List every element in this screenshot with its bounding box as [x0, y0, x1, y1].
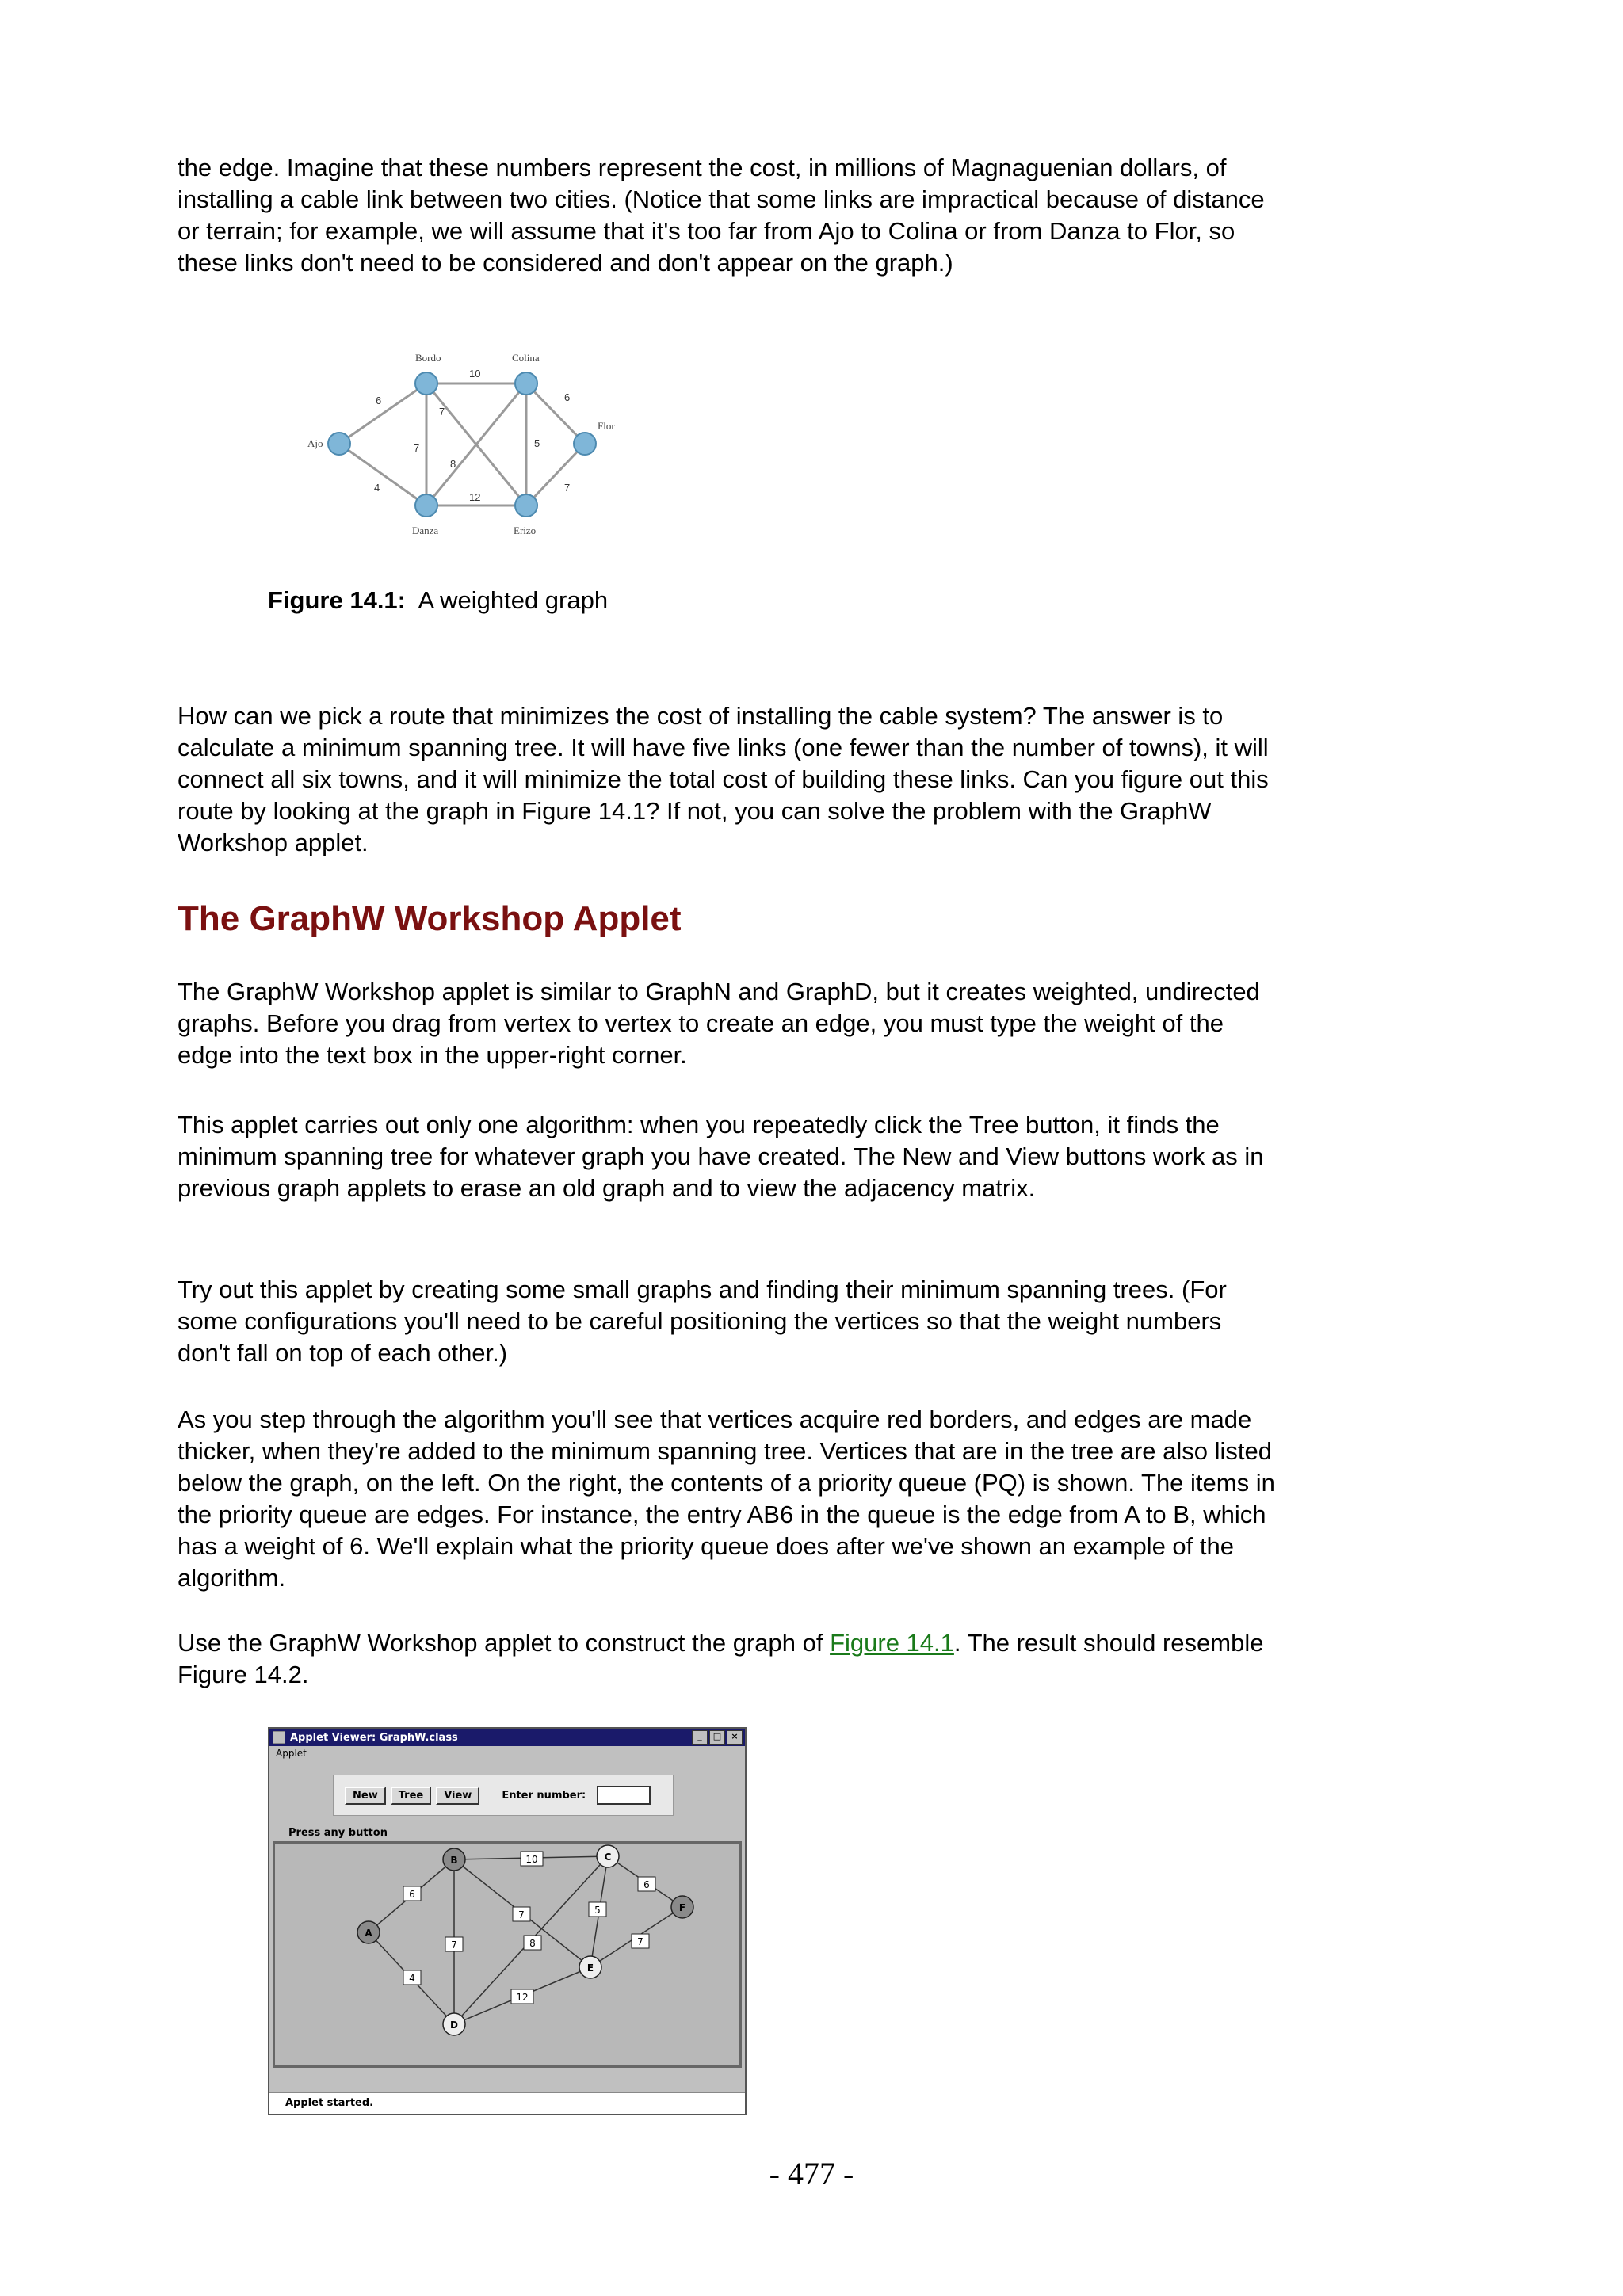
label-colina: Colina — [512, 352, 540, 364]
weight-de: 12 — [469, 491, 481, 503]
figure-14-1-caption — [268, 585, 608, 616]
paragraph-7-start: Use the GraphW Workshop applet to construct the graph of — [178, 1629, 831, 1657]
label-bordo: Bordo — [415, 352, 441, 364]
label-flor: Flor — [598, 420, 615, 432]
vertex-a-label: A — [365, 1928, 372, 1939]
weight-bd: 7 — [414, 442, 420, 454]
weight-bc: 10 — [469, 368, 481, 379]
weight-bc-label: 10 — [525, 1854, 538, 1865]
paragraph-1: the edge. Imagine that these numbers represent the cost, in millions of Magnaguenian dollars, of installing a cable link between two cities. (Notice that some links are impractical because of distance or terrain; for example, we will assume that it's too far from Ajo to Colina or from Danza to Flor, so these links don't need to be considered and don't appear on the graph.) — [178, 154, 1265, 277]
paragraph-7-end: . The result should resemble Figure 14.2. — [178, 1629, 1264, 1688]
number-input[interactable] — [597, 1786, 651, 1805]
applet-titlebar — [269, 1729, 745, 1746]
view-button[interactable]: View — [436, 1787, 479, 1805]
graph-canvas[interactable] — [273, 1841, 742, 2068]
vertex-d-label: D — [450, 2019, 458, 2031]
weight-de-label: 12 — [516, 1992, 529, 2003]
caption-text: A weighted graph — [418, 586, 609, 614]
caption-label: Figure 14.1: — [268, 586, 406, 614]
new-button[interactable]: New — [345, 1787, 386, 1805]
figure-14-1-weighted-graph — [266, 350, 702, 540]
section-heading: The GraphW Workshop Applet — [178, 899, 682, 938]
weight-ce-label: 5 — [594, 1905, 601, 1916]
weight-ab: 6 — [376, 395, 382, 406]
minimize-icon[interactable]: _ — [692, 1730, 708, 1745]
applet-window — [268, 1727, 747, 2115]
weight-cd-label: 8 — [529, 1938, 536, 1949]
weight-ef-label: 7 — [637, 1936, 643, 1947]
weight-cf-label: 6 — [643, 1879, 650, 1890]
vertex-b-label: B — [450, 1855, 458, 1866]
weight-ad: 4 — [374, 482, 380, 494]
vertex-c-label: C — [604, 1852, 612, 1863]
maximize-icon[interactable]: □ — [709, 1730, 725, 1745]
vertex-f-label: F — [678, 1902, 686, 1913]
weight-ad-label: 4 — [409, 1973, 415, 1984]
applet-controls — [333, 1775, 674, 1816]
paragraph-2: How can we pick a route that minimizes the cost of installing the cable system? The answer is to calculate a minimum spanning tree. It will have five links (one fewer than the number of towns), it will connect all six towns, and it will minimize the total cost of building these links. Can you figure out this route by looking at the graph in Figure 14.1? If not, you can solve the problem with the GraphW Workshop applet. — [178, 702, 1269, 856]
weight-ce: 5 — [534, 437, 540, 449]
weight-cd: 8 — [450, 458, 456, 470]
vertex-bordo — [415, 372, 437, 395]
tree-button[interactable]: Tree — [391, 1787, 431, 1805]
close-icon[interactable]: × — [727, 1730, 743, 1745]
vertex-flor — [574, 433, 596, 455]
weight-be-label: 7 — [518, 1909, 525, 1920]
applet-title: Applet Viewer: GraphW.class — [290, 1731, 458, 1744]
system-menu-icon[interactable] — [273, 1731, 285, 1744]
vertex-erizo — [515, 494, 537, 517]
label-erizo: Erizo — [514, 524, 537, 536]
vertex-e-label: E — [586, 1962, 594, 1974]
paragraph-6: As you step through the algorithm you'll see that vertices acquire red borders, and edges are made thicker, when they're added to the minimum spanning tree. Vertices that are in the tree are also listed below the graph, on the left. On the right, the contents of a priority queue (PQ) is shown. The items in the priority queue are edges. For instance, the entry AB6 in the queue is the edge from A to B, which has a weight of 6. We'll explain what the priority queue does after we've shown an example of the algorithm. — [178, 1405, 1275, 1592]
vertex-danza — [415, 494, 437, 517]
label-danza: Danza — [412, 524, 439, 536]
applet-graph — [275, 1844, 739, 2065]
weight-ef: 7 — [564, 482, 571, 494]
vertex-ajo — [328, 433, 350, 455]
weight-cf: 6 — [564, 391, 571, 403]
label-ajo: Ajo — [307, 437, 323, 449]
applet-message: Press any button — [288, 1827, 388, 1839]
paragraph-5: Try out this applet by creating some small graphs and finding their minimum spanning trees. (For some configurations you'll need to be careful positioning the vertices so that the weight numbers don't fall on top of each other.) — [178, 1276, 1227, 1367]
weight-ab-label: 6 — [409, 1889, 415, 1900]
vertex-colina — [515, 372, 537, 395]
window-controls — [692, 1730, 743, 1745]
enter-number-label: Enter number: — [502, 1789, 586, 1802]
weight-be: 7 — [439, 406, 445, 418]
page-number: - 477 - — [769, 2156, 854, 2191]
applet-menu[interactable]: Applet — [276, 1748, 307, 1759]
paragraph-3: The GraphW Workshop applet is similar to GraphN and GraphD, but it creates weighted, undirected graphs. Before you drag from vertex to vertex to create an edge, you must type the weight of the edge into the text box in the upper-right corner. — [178, 978, 1260, 1069]
paragraph-4: This applet carries out only one algorithm: when you repeatedly click the Tree button, it finds the minimum spanning tree for whatever graph you have created. The New and View buttons work as in previous graph applets to erase an old graph and to view the adjacency matrix. — [178, 1111, 1264, 1202]
applet-statusbar: Applet started. — [269, 2092, 745, 2114]
figure-14-1-link[interactable]: Figure 14.1 — [830, 1629, 954, 1657]
paragraph-7 — [178, 1627, 1279, 1691]
weight-bd-label: 7 — [451, 1939, 457, 1951]
